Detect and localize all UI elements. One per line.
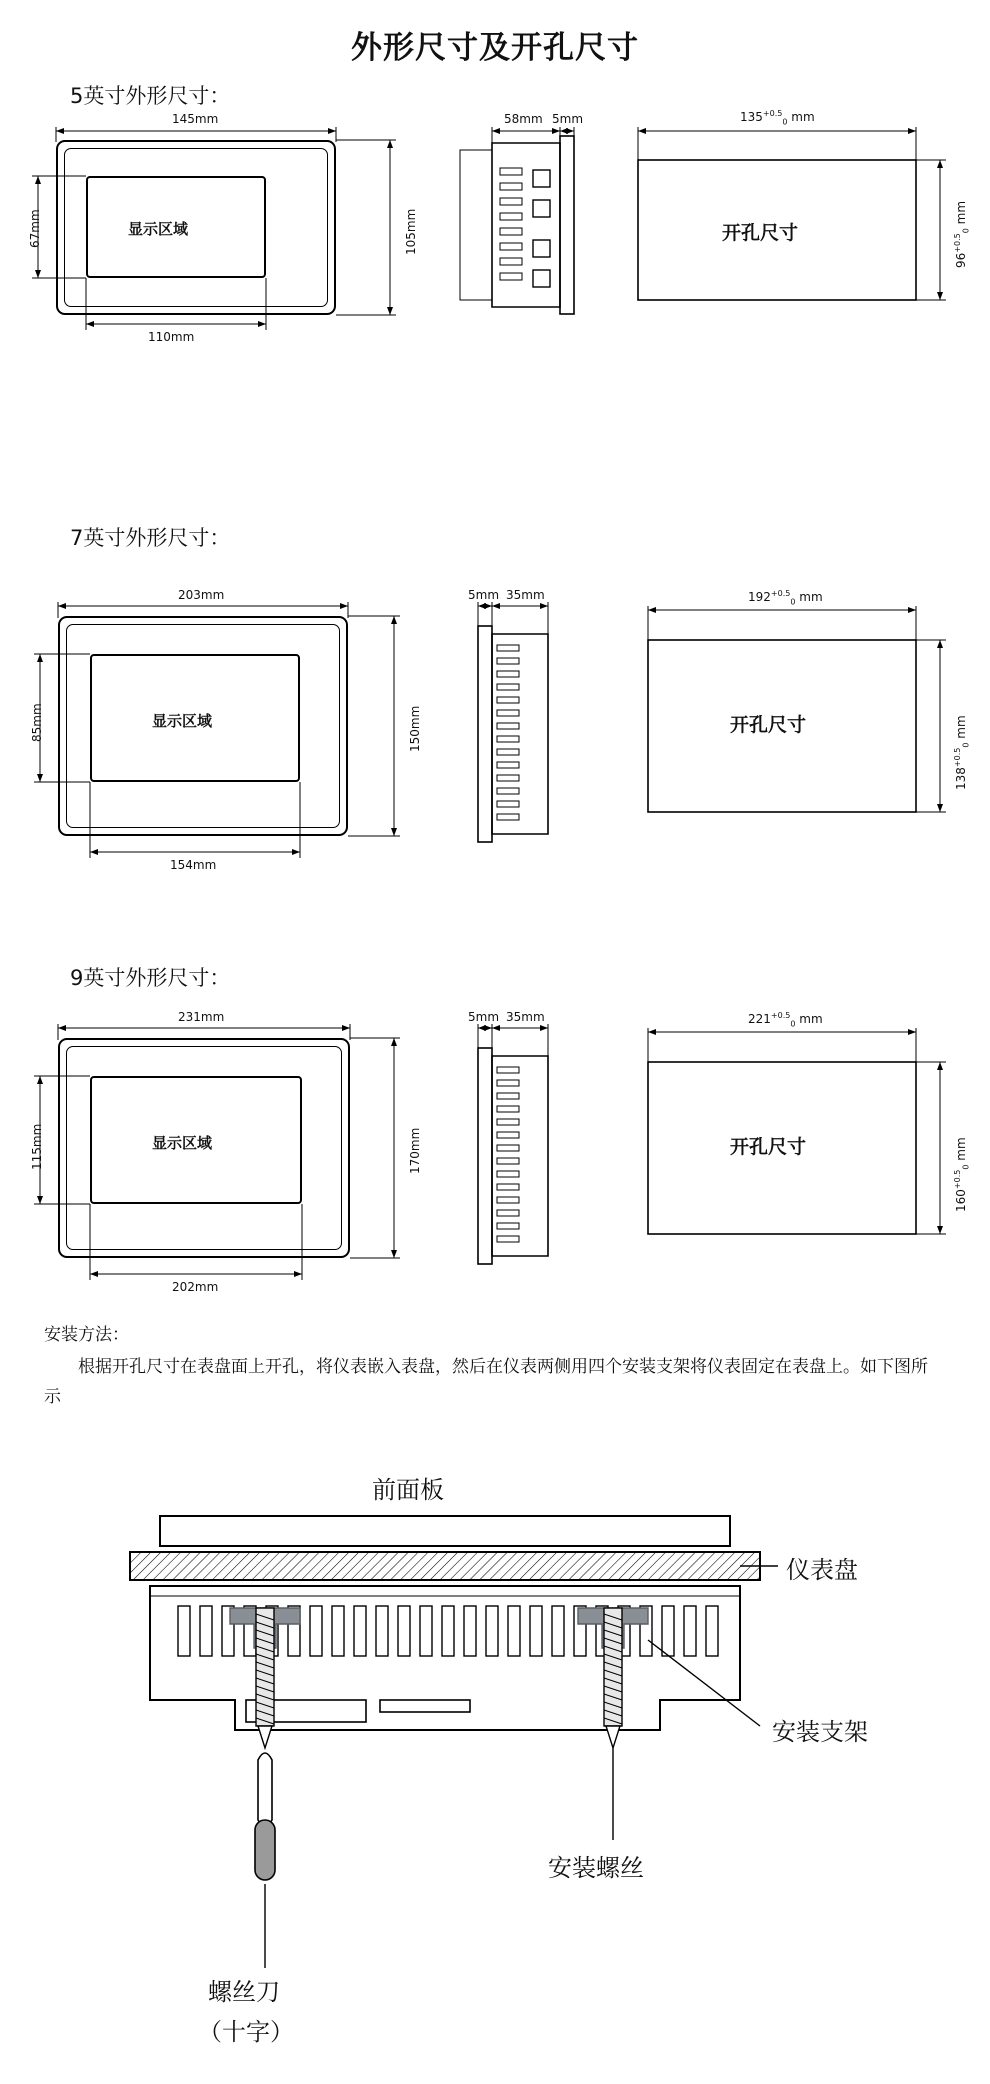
dim-screen-height-5: 67mm <box>28 209 42 248</box>
dim-front-width-9: 231mm <box>178 1010 225 1024</box>
dim-screen-height-7: 85mm <box>30 703 44 742</box>
front-panel-label: 前面板 <box>372 1476 444 1504</box>
bracket-label: 安装支架 <box>772 1718 868 1746</box>
dim-side-depth-7: 35mm <box>506 588 545 602</box>
screwdriver-label: 螺丝刀 <box>208 1978 280 2006</box>
install-heading: 安装方法： <box>44 1325 129 1345</box>
screwdriver-sub-label: （十字） <box>198 2018 294 2046</box>
dim-cutout-height-9: $160^{+0.5}_0$ mm <box>953 1137 971 1212</box>
dim-cutout-height-5: $96^{+0.5}_0$ mm <box>953 200 971 268</box>
install-body: 根据开孔尺寸在表盘面上开孔，将仪表嵌入表盘，然后在仪表两侧用四个安装支架将仪表固定在表盘上。如下图所示 <box>44 1357 928 1407</box>
dim-front-height-5: 105mm <box>404 208 418 255</box>
screen-area-label-9: 显示区域 <box>152 1134 213 1152</box>
panel-label: 仪表盘 <box>786 1556 858 1584</box>
dim-front-width-7: 203mm <box>178 588 225 602</box>
dim-screen-width-7: 154mm <box>170 858 217 872</box>
dim-side-bezel-9: 5mm <box>468 1010 500 1024</box>
dim-front-height-7: 150mm <box>408 705 422 752</box>
dim-screen-width-5: 110mm <box>148 330 195 344</box>
dim-front-height-9: 170mm <box>408 1127 422 1174</box>
dim-front-width-5: 145mm <box>172 112 219 126</box>
section-label-7inch: 7英寸外形尺寸： <box>70 526 231 550</box>
dim-cutout-width-7: $192^{+0.5}_0$ mm <box>748 589 823 607</box>
dim-cutout-height-7: $138^{+0.5}_0$ mm <box>953 715 971 790</box>
dim-screen-width-9: 202mm <box>172 1280 219 1294</box>
screw-label: 安装螺丝 <box>548 1854 644 1882</box>
cutout-label-7: 开孔尺寸 <box>730 714 807 736</box>
section-label-9inch: 9英寸外形尺寸： <box>70 966 231 990</box>
dim-side-depth-9: 35mm <box>506 1010 545 1024</box>
section-label-5inch: 5英寸外形尺寸： <box>70 84 231 108</box>
page-title: 外形尺寸及开孔尺寸 <box>351 30 639 66</box>
dim-side-bezel-7: 5mm <box>468 588 500 602</box>
dim-side-depth-5: 58mm <box>504 112 543 126</box>
cutout-label-5: 开孔尺寸 <box>722 222 799 244</box>
dim-side-bezel-5: 5mm <box>552 112 584 126</box>
screen-area-label-5: 显示区域 <box>128 220 189 238</box>
dim-cutout-width-9: $221^{+0.5}_0$ mm <box>748 1011 823 1029</box>
cutout-label-9: 开孔尺寸 <box>730 1136 807 1158</box>
dim-screen-height-9: 115mm <box>30 1123 44 1170</box>
screen-area-label-7: 显示区域 <box>152 712 213 730</box>
dim-cutout-width-5: $135^{+0.5}_0$ mm <box>740 109 815 127</box>
